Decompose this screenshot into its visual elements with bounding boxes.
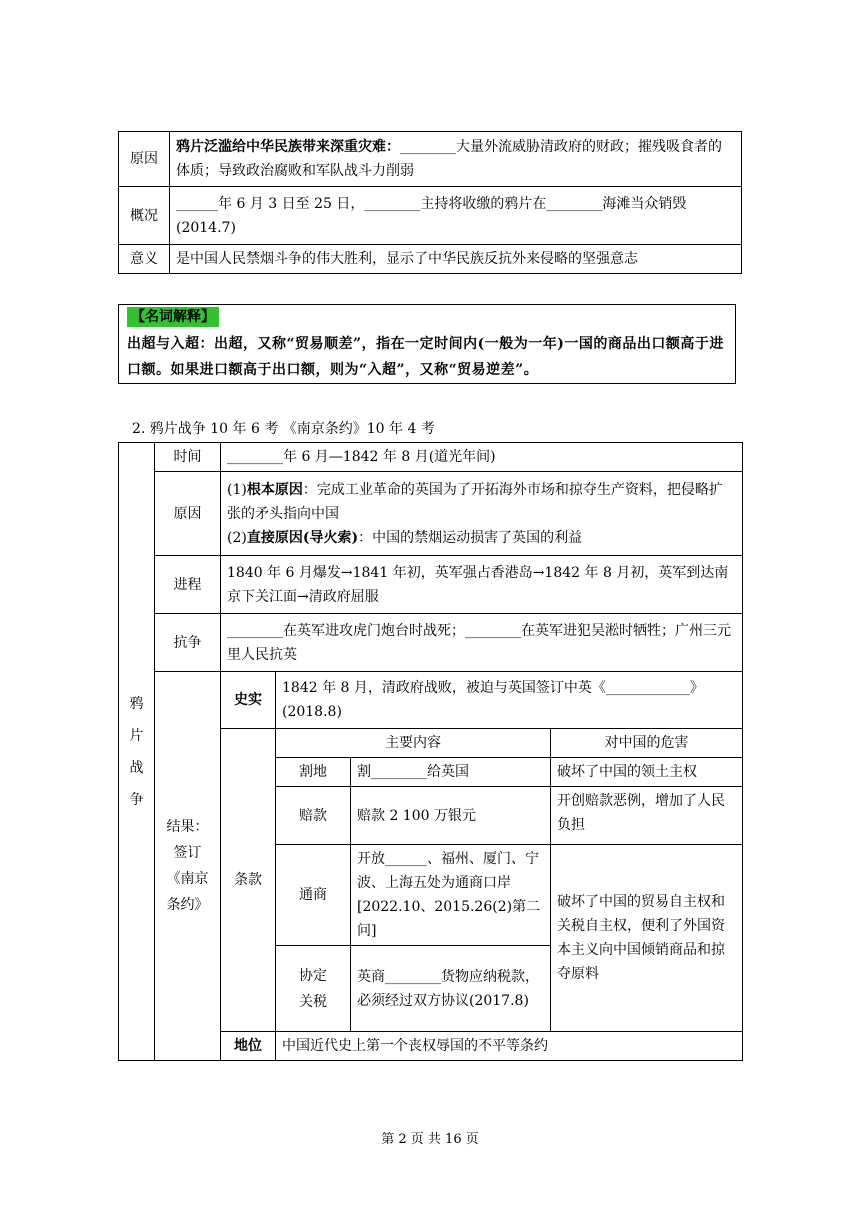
ban-opium-table: [118, 131, 742, 274]
land-harm: 破坏了中国的领土主权: [551, 758, 743, 787]
time-text: ________年 6 月—1842 年 8 月(道光年间): [221, 443, 743, 472]
fact-label: 史实: [221, 672, 276, 729]
page-footer: 第 2 页 共 16 页: [381, 1132, 479, 1147]
terms-label: 条款: [221, 729, 276, 1032]
table-row: [119, 472, 743, 556]
trade-label: 通商: [276, 845, 351, 946]
cause-text: (1)根本原因：完成工业革命的英国为了开拓海外市场和掠夺生产资料，把侵略扩张的矛头指向中国 (2)直接原因(导火索)：中国的禁烟运动损害了英国的利益: [221, 472, 743, 556]
col-header-harm: 对中国的危害: [551, 729, 743, 758]
land-label: 割地: [276, 758, 351, 787]
tariff-text: 英商________货物应纳税款，必须经过双方协议(2017.8): [351, 946, 551, 1032]
col-header-content: 主要内容: [276, 729, 551, 758]
resist-text: ________在英军进攻虎门炮台时战死；________在英军进犯吴淞时牺牲；广州三元里人民抗英: [221, 614, 743, 672]
fact-text: 1842 年 8 月，清政府战败，被迫与英国签订中英《____________》(2018.8): [276, 672, 743, 729]
table-row: [119, 187, 742, 245]
status-text: 中国近代史上第一个丧权辱国的不平等条约: [276, 1032, 743, 1061]
opium-war-table: [118, 442, 743, 1061]
tariff-label: 协定 关税: [276, 946, 351, 1032]
glossary-text: 出超，又称“贸易顺差”，指在一定时间内(一般为一年)一国的商品出口额高于进口额。如果进口额高于出口额，则为“入超”，又称“贸易逆差”。: [127, 336, 724, 378]
cause-label: 原因: [155, 472, 221, 556]
process-label: 进程: [155, 556, 221, 614]
glossary-term: 出超与入超：: [127, 336, 214, 352]
table-row: [119, 245, 742, 274]
trade-text: 开放______、福州、厦门、宁波、上海五处为通商口岸[2022.10、2015.26(2)第二问]: [351, 845, 551, 946]
result-label: 结果： 签订 《南京 条约》: [155, 672, 221, 1061]
row-content-significance: 是中国人民禁烟斗争的伟大胜利，显示了中华民族反抗外来侵略的坚强意志: [170, 245, 742, 274]
glossary-tag: 【名词解释】: [127, 307, 219, 327]
row-label-significance: 意义: [119, 245, 170, 274]
indemnity-text: 赔款 2 100 万银元: [351, 787, 551, 845]
main-label-opium-war: 鸦 片 战 争: [119, 443, 155, 1061]
land-text: 割________给英国: [351, 758, 551, 787]
row-content-cause: 鸦片泛滥给中华民族带来深重灾难：________大量外流威胁清政府的财政；摧残吸食者的体质；导致政治腐败和军队战斗力削弱: [170, 132, 742, 187]
time-label: 时间: [155, 443, 221, 472]
section-heading: 2. 鸦片战争 10 年 6 考 《南京条约》10 年 4 考: [132, 421, 435, 437]
process-text: 1840 年 6 月爆发→1841 年初，英军强占香港岛→1842 年 8 月初，英军到达南京下关江面→清政府屈服: [221, 556, 743, 614]
table-row: [119, 443, 743, 472]
indemnity-harm: 开创赔款恶例，增加了人民负担: [551, 787, 743, 845]
row-label-overview: 概况: [119, 187, 170, 245]
resist-label: 抗争: [155, 614, 221, 672]
glossary-body: [127, 331, 735, 383]
table-row: [119, 672, 743, 729]
row-content-overview: ______年 6 月 3 日至 25 日，________主持将收缴的鸦片在________海滩当众销毁(2014.7): [170, 187, 742, 245]
trade-harm: 破坏了中国的贸易自主权和关税自主权，便利了外国资本主义向中国倾销商品和掠夺原料: [551, 845, 743, 1032]
row-label-cause: 原因: [119, 132, 170, 187]
table-row: [119, 614, 743, 672]
glossary-box: [118, 304, 736, 384]
indemnity-label: 赔款: [276, 787, 351, 845]
table-row: [119, 556, 743, 614]
status-label: 地位: [221, 1032, 276, 1061]
table-row: [119, 132, 742, 187]
